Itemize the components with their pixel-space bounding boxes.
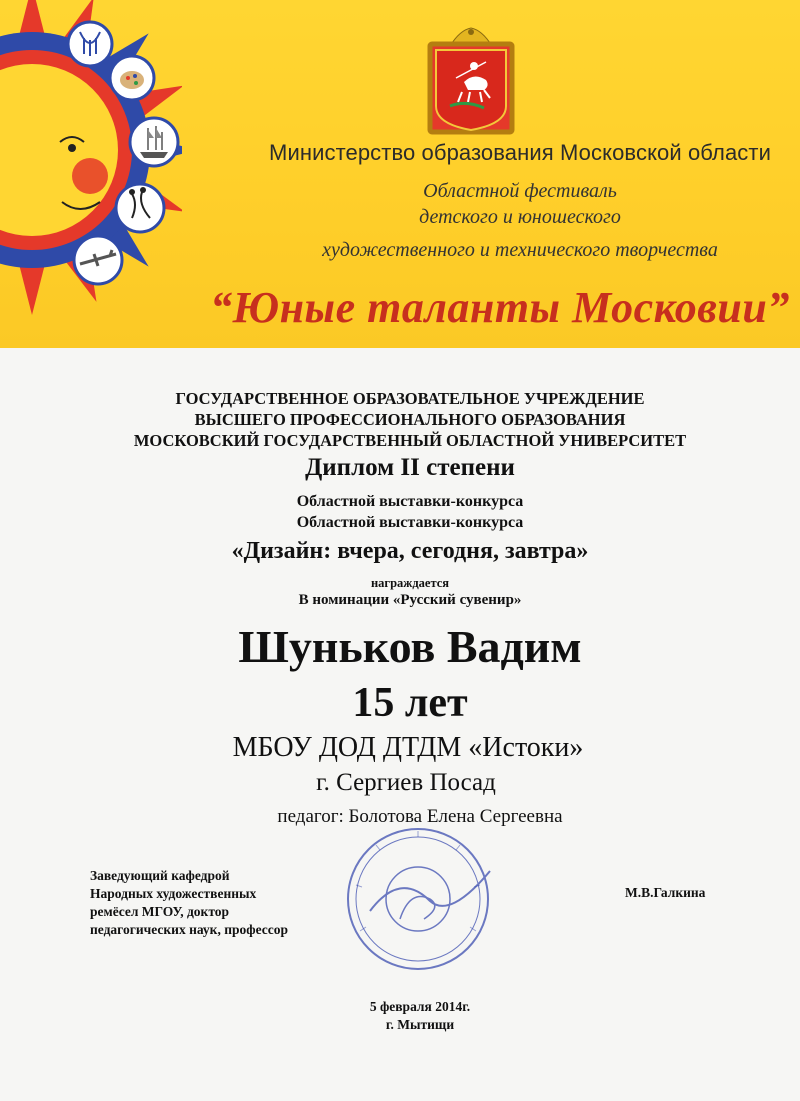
recipient-city: г. Сергиев Посад [316, 769, 496, 796]
recipient-name: Шуньков Вадим [238, 621, 582, 672]
festival-line-1: Областной фестиваль [423, 180, 617, 202]
recipient-age: 15 лет [352, 680, 468, 726]
header-banner [0, 0, 800, 348]
lyre-medallion-icon [68, 22, 112, 66]
palette-medallion-icon [110, 56, 154, 100]
signatory-title-line-4: педагогических наук, профессор [90, 922, 288, 937]
institution-line-2: ВЫСШЕГО ПРОФЕССИОНАЛЬНОГО ОБРАЗОВАНИЯ [194, 410, 626, 429]
recipient-organization: МБОУ ДОД ДТДМ «Истоки» [232, 732, 584, 763]
signatory-title-line-3: ремёсел МГОУ, доктор [90, 904, 230, 919]
awarded-label: награждается [370, 576, 450, 590]
ministry-title: Министерство образования Московской области [269, 140, 771, 165]
signatory-title-line-1: Заведующий кафедрой [90, 868, 230, 883]
signatory-title [90, 867, 350, 939]
signatory-name: М.В.Галкина [625, 885, 706, 900]
issue-date: 5 февраля 2014г. [369, 999, 471, 1014]
institution-line-1: ГОСУДАРСТВЕННОЕ ОБРАЗОВАТЕЛЬНОЕ УЧРЕЖДЕНИЕ [175, 389, 645, 408]
festival-line-2: детского и юношеского [419, 206, 621, 228]
nomination-label: В номинации «Русский сувенир» [298, 592, 522, 608]
institution-line-3: МОСКОВСКИЙ ГОСУДАРСТВЕННЫЙ ОБЛАСТНОЙ УНИВЕРСИТЕТ [133, 431, 687, 450]
official-stamp-icon [330, 815, 530, 985]
signatory-title-line-2: Народных художественных [90, 886, 257, 901]
festival-slogan: “Юные таланты Московии” [210, 283, 790, 332]
contest-name: «Дизайн: вчера, сегодня, завтра» [231, 538, 589, 564]
festival-line-3: художественного и технического творчества [322, 239, 718, 261]
teacher-name: педагог: Болотова Елена Сергеевна [277, 806, 563, 827]
issue-place: г. Мытищи [385, 1017, 455, 1032]
airplane-medallion-icon [74, 236, 122, 284]
exhibition-line-2: Областной выставки-конкурса [296, 514, 524, 531]
coat-of-arms-icon [426, 26, 516, 136]
exhibition-line-1: Областной выставки-конкурса [296, 493, 524, 510]
diploma-title: Диплом II степени [305, 454, 515, 481]
